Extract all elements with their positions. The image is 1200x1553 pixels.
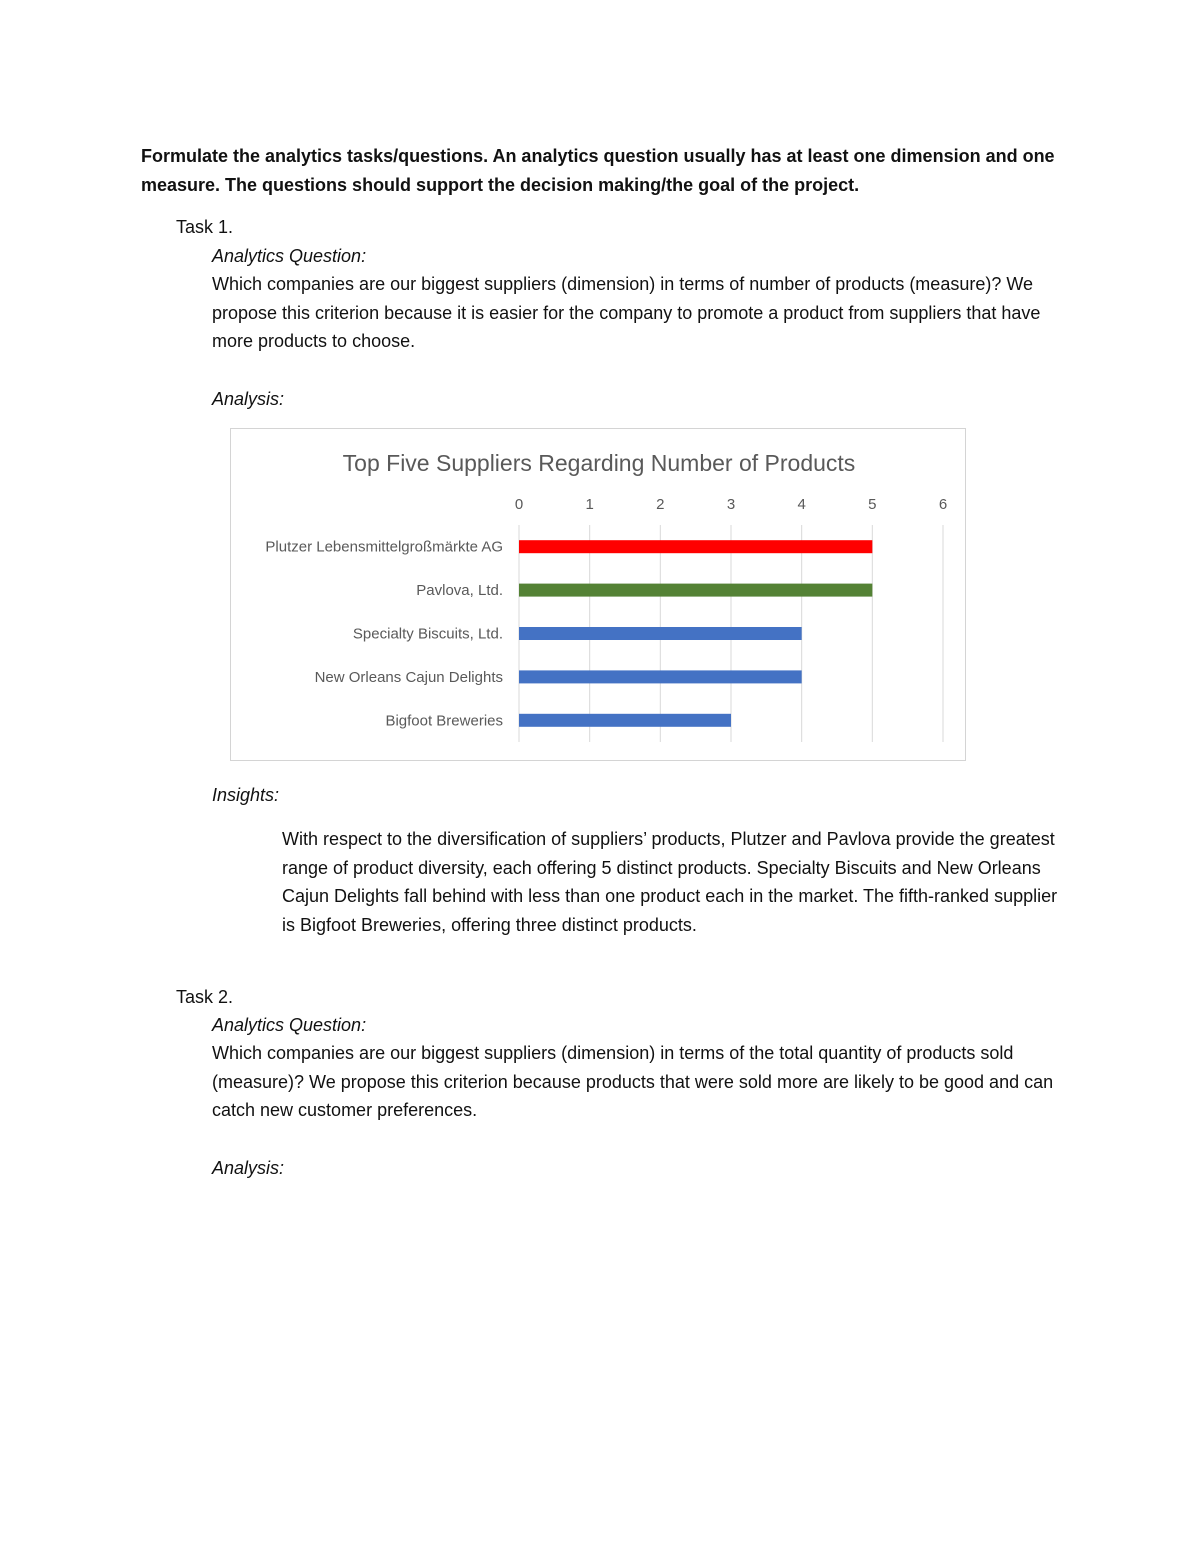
bar (519, 627, 802, 640)
bar (519, 670, 802, 683)
task-1-label: Task 1. (176, 217, 234, 237)
category-label: Plutzer Lebensmittelgroßmärkte AG (265, 538, 503, 556)
x-tick-label: 1 (585, 496, 594, 513)
task-1-insights-text: With respect to the diversification of suppliers’ products, Plutzer and Pavlova provide the greatest range of product diversity, each offering 5 distinct products. Specialty Biscuits and New Orleans Cajun Delights fall behind with less than one product each in the market. The fifth-ranked supplier is Bigfoot Breweries, offering three distinct products. (282, 829, 1058, 935)
x-tick-label: 3 (726, 496, 736, 513)
category-label: Bigfoot Breweries (385, 712, 503, 730)
task-2-question-text: Which companies are our biggest suppliers (dimension) in terms of the total quantity of products sold (measure)? We propose this criterion because products that were sold more are likely to be good and can catch new customer preferences. (212, 1043, 1054, 1120)
bar (519, 714, 731, 727)
task-2-analysis-heading: Analysis: (212, 1158, 285, 1178)
task-2-label: Task 2. (176, 987, 234, 1007)
x-tick-label: 2 (656, 496, 665, 513)
category-label: Specialty Biscuits, Ltd. (352, 625, 503, 643)
task-1-insights-heading: Insights: (212, 785, 280, 805)
bar (519, 540, 872, 553)
intro-paragraph: Formulate the analytics tasks/questions. An analytics question usually has at least one dimension and one measure. The questions should support the decision making/the goal of the project. (141, 146, 1055, 195)
x-tick-label: 0 (514, 496, 524, 513)
suppliers-bar-chart (230, 428, 966, 761)
task-2-question-heading: Analytics Question: (212, 1015, 367, 1035)
bar (519, 584, 872, 597)
x-tick-label: 4 (797, 496, 806, 513)
category-label: Pavlova, Ltd. (416, 582, 503, 600)
x-tick-label: 6 (938, 496, 948, 513)
task-1-analysis-heading: Analysis: (212, 389, 285, 409)
task-1-question-text: Which companies are our biggest suppliers (dimension) in terms of number of products (measure)? We propose this criterion because it is easier for the company to promote a product from suppliers that have more products to choose. (212, 274, 1041, 351)
category-label: New Orleans Cajun Delights (314, 668, 503, 686)
chart-title: Top Five Suppliers Regarding Number of Products (342, 450, 856, 476)
x-tick-label: 5 (868, 496, 877, 513)
chart-canvas (231, 429, 967, 762)
task-1-question-heading: Analytics Question: (212, 246, 367, 266)
